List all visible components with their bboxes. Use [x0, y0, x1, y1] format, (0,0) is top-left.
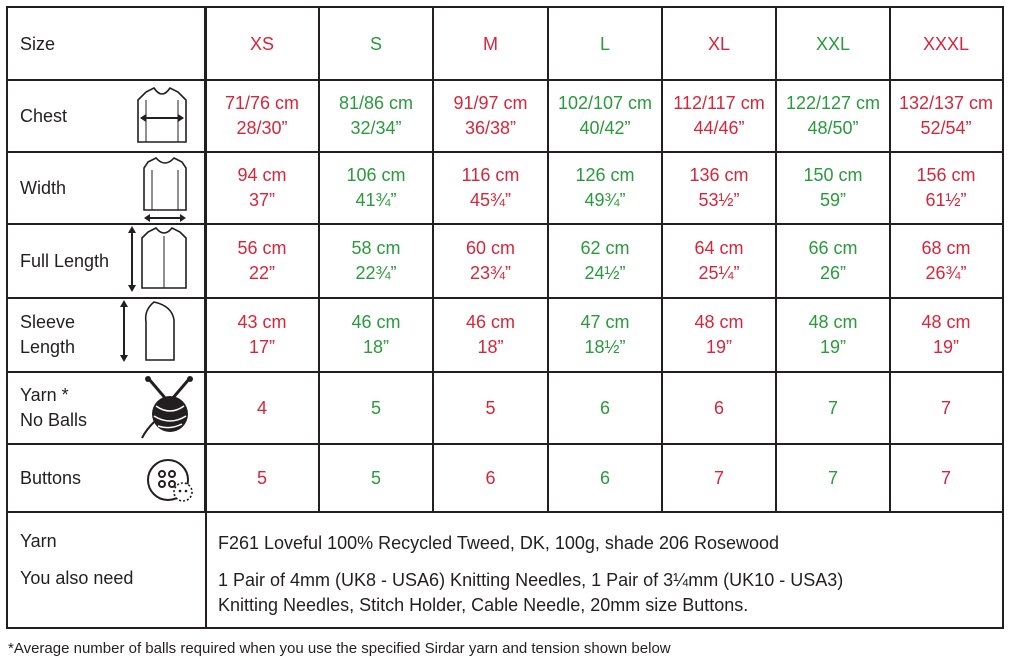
table-cell: 47 cm 18½” [580, 312, 630, 357]
table-cell: 94 cm 37” [237, 165, 287, 210]
table-cell: 6 [485, 467, 496, 488]
table-cell: 91/97 cm 36/38” [453, 93, 528, 138]
table-cell: 106 cm 41¾” [346, 165, 406, 210]
table-cell: 68 cm 26¾” [921, 238, 971, 283]
yarn-ball-icon [138, 376, 198, 440]
footnote: *Average number of balls required when you use the specified Sirdar yarn and tension shown below [8, 640, 671, 657]
table-cell: 7 [827, 397, 838, 418]
table-cell: 5 [370, 467, 381, 488]
table-cell: 6 [713, 397, 724, 418]
size-header-xs: XS [249, 33, 274, 54]
table-cell: 66 cm 26” [808, 238, 858, 283]
table-cell: 43 cm 17” [237, 312, 287, 357]
table-cell: 58 cm 22¾” [351, 238, 401, 283]
table-cell: 48 cm 19” [694, 312, 744, 357]
width-measurement-icon [140, 154, 190, 224]
sleeve-measurement-icon [114, 298, 184, 366]
size-header-s: S [369, 33, 382, 54]
table-cell: 156 cm 61½” [916, 165, 976, 210]
table-cell: 48 cm 19” [808, 312, 858, 357]
button-icon [144, 456, 198, 506]
table-cell: 116 cm 45¾” [461, 165, 520, 210]
table-cell: 6 [599, 397, 610, 418]
table-cell: 102/107 cm 40/42” [557, 93, 653, 138]
chest-measurement-icon [130, 84, 196, 148]
table-cell: 48 cm 19” [921, 312, 971, 357]
size-header-xxl: XXL [815, 33, 851, 54]
table-cell: 5 [256, 467, 267, 488]
table-cell: 4 [256, 397, 267, 418]
you-also-need-label: You also need [20, 568, 134, 588]
table-cell: 5 [370, 397, 381, 418]
row-label: Full Length [20, 250, 110, 271]
table-cell: 136 cm 53½” [689, 165, 749, 210]
table-cell: 62 cm 24½” [580, 238, 630, 283]
yarn-label: Yarn [20, 531, 57, 551]
row-label: Buttons [20, 467, 82, 488]
size-header-l: L [599, 33, 610, 54]
table-cell: 5 [485, 397, 496, 418]
row-label: Yarn * No Balls [20, 385, 88, 430]
table-cell: 150 cm 59” [803, 165, 863, 210]
table-cell: 122/127 cm 48/50” [785, 93, 881, 138]
table-cell: 64 cm 25¼” [694, 238, 744, 283]
table-cell: 7 [940, 397, 951, 418]
table-cell: 7 [940, 467, 951, 488]
notions-line-2: Knitting Needles, Stitch Holder, Cable Needle, 20mm size Buttons. [218, 595, 749, 615]
notions-line-1: 1 Pair of 4mm (UK8 - USA6) Knitting Needles, 1 Pair of 3¼mm (UK10 - USA3) [218, 570, 844, 590]
size-header-xxxl: XXXL [922, 33, 970, 54]
table-cell: 6 [599, 467, 610, 488]
length-measurement-icon [124, 224, 194, 294]
table-cell: 56 cm 22” [237, 238, 287, 283]
row-label: Sleeve Length [20, 312, 76, 357]
table-cell: 46 cm 18” [351, 312, 401, 357]
table-cell: 81/86 cm 32/34” [338, 93, 414, 138]
size-header-xl: XL [707, 33, 731, 54]
table-cell: 71/76 cm 28/30” [224, 93, 300, 138]
yarn-description: F261 Loveful 100% Recycled Tweed, DK, 100g, shade 206 Rosewood [218, 533, 780, 553]
row-label: Width [20, 177, 67, 198]
table-cell: 46 cm 18” [465, 312, 516, 357]
size-header-label: Size [20, 33, 56, 54]
size-header-m: M [483, 33, 498, 54]
table-cell: 112/117 cm 44/46” [673, 93, 765, 138]
table-cell: 7 [713, 467, 724, 488]
table-cell: 132/137 cm 52/54” [898, 93, 994, 138]
table-cell: 60 cm 23¾” [465, 238, 516, 283]
row-label: Chest [20, 105, 68, 126]
table-cell: 126 cm 49¾” [575, 165, 635, 210]
table-cell: 7 [827, 467, 838, 488]
